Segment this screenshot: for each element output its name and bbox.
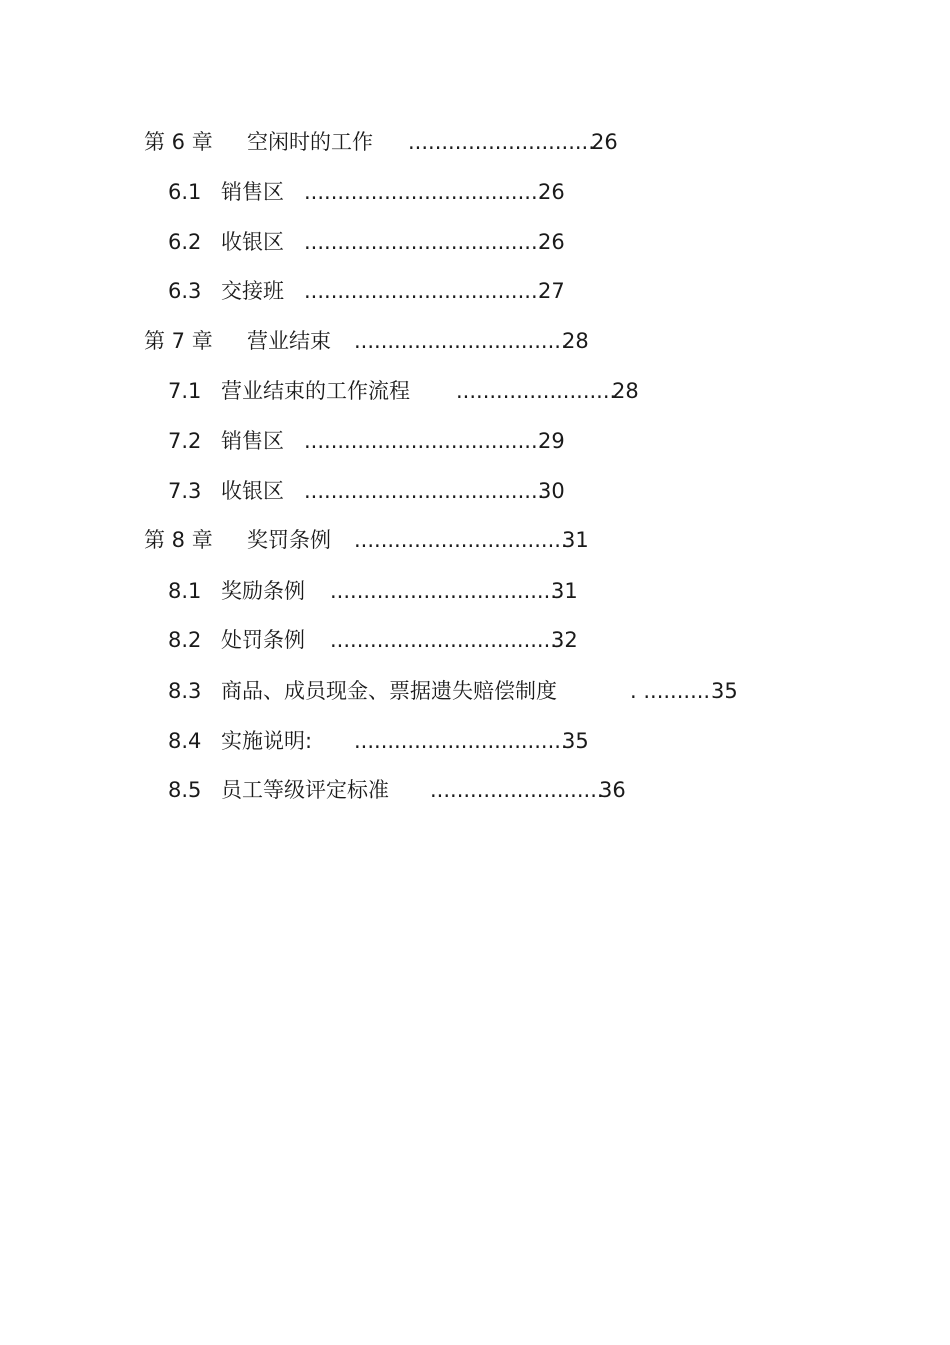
dot-leader: .................................... (304, 230, 545, 254)
page-number: 28 (612, 379, 639, 403)
entry-title: 空闲时的工作 (247, 130, 373, 154)
page-number: 35 (562, 729, 589, 753)
dot-leader: .................................... (304, 429, 545, 453)
entry-title: 奖罚条例 (247, 528, 331, 552)
toc-section-8-5[interactable] (168, 775, 626, 805)
toc-section-8-1[interactable] (168, 576, 578, 606)
entry-title: 营业结束的工作流程 (221, 379, 410, 403)
page-number: 27 (538, 279, 565, 303)
dot-leader: ................................ (354, 729, 568, 753)
entry-title: 交接班 (221, 279, 284, 303)
section-number: 6.3 (168, 279, 202, 303)
page-number: 32 (551, 628, 578, 652)
dot-leader: ................................ (354, 528, 568, 552)
toc-section-6-1[interactable] (168, 177, 565, 207)
page-number: 29 (538, 429, 565, 453)
entry-title: 处罚条例 (221, 628, 305, 652)
toc-section-6-2[interactable] (168, 227, 565, 257)
page-number: 26 (591, 130, 618, 154)
entry-title: 收银区 (221, 230, 284, 254)
page-number: 35 (711, 679, 738, 703)
page-number: 31 (551, 579, 578, 603)
toc-section-8-2[interactable] (168, 625, 578, 655)
toc-chapter-7[interactable] (144, 326, 589, 356)
chapter-label: 第 7 章 (144, 329, 213, 353)
dot-leader: .................................... (304, 180, 545, 204)
section-number: 6.1 (168, 180, 202, 204)
dot-leader: . .......... (630, 679, 711, 703)
toc-chapter-8[interactable] (144, 525, 589, 555)
dot-leader: .................................... (304, 479, 545, 503)
section-number: 7.3 (168, 479, 202, 503)
section-number: 7.2 (168, 429, 202, 453)
page-number: 31 (562, 528, 589, 552)
entry-title: 营业结束 (247, 329, 331, 353)
section-number: 8.5 (168, 778, 202, 802)
toc-section-7-1[interactable] (168, 376, 639, 406)
page-number: 26 (538, 180, 565, 204)
toc-section-7-3[interactable] (168, 476, 565, 506)
toc-section-7-2[interactable] (168, 426, 565, 456)
section-number: 7.1 (168, 379, 202, 403)
entry-title: 销售区 (221, 429, 284, 453)
page-number: 30 (538, 479, 565, 503)
section-number: 8.4 (168, 729, 202, 753)
dot-leader: .................................. (330, 579, 557, 603)
dot-leader: ................................ (354, 329, 568, 353)
toc-chapter-6[interactable] (144, 127, 618, 157)
dot-leader: ............................ (408, 130, 595, 154)
toc-section-6-3[interactable] (168, 276, 565, 306)
section-number: 8.2 (168, 628, 202, 652)
chapter-label: 第 6 章 (144, 130, 213, 154)
dot-leader: .................................. (330, 628, 557, 652)
chapter-label: 第 8 章 (144, 528, 213, 552)
entry-title: 员工等级评定标准 (221, 778, 389, 802)
toc-section-8-3[interactable] (168, 676, 738, 706)
dot-leader: .......................... (430, 778, 604, 802)
entry-title: 奖励条例 (221, 579, 305, 603)
entry-title: 商品、成员现金、票据遗失赔偿制度 (221, 679, 557, 703)
page-number: 26 (538, 230, 565, 254)
entry-title: 实施说明: (221, 729, 313, 753)
toc-section-8-4[interactable] (168, 726, 589, 756)
page-number: 36 (599, 778, 626, 802)
section-number: 6.2 (168, 230, 202, 254)
entry-title: 销售区 (221, 180, 284, 204)
section-number: 8.3 (168, 679, 202, 703)
page-number: 28 (562, 329, 589, 353)
entry-title: 收银区 (221, 479, 284, 503)
dot-leader: ........................ (456, 379, 617, 403)
dot-leader: .................................... (304, 279, 545, 303)
section-number: 8.1 (168, 579, 202, 603)
